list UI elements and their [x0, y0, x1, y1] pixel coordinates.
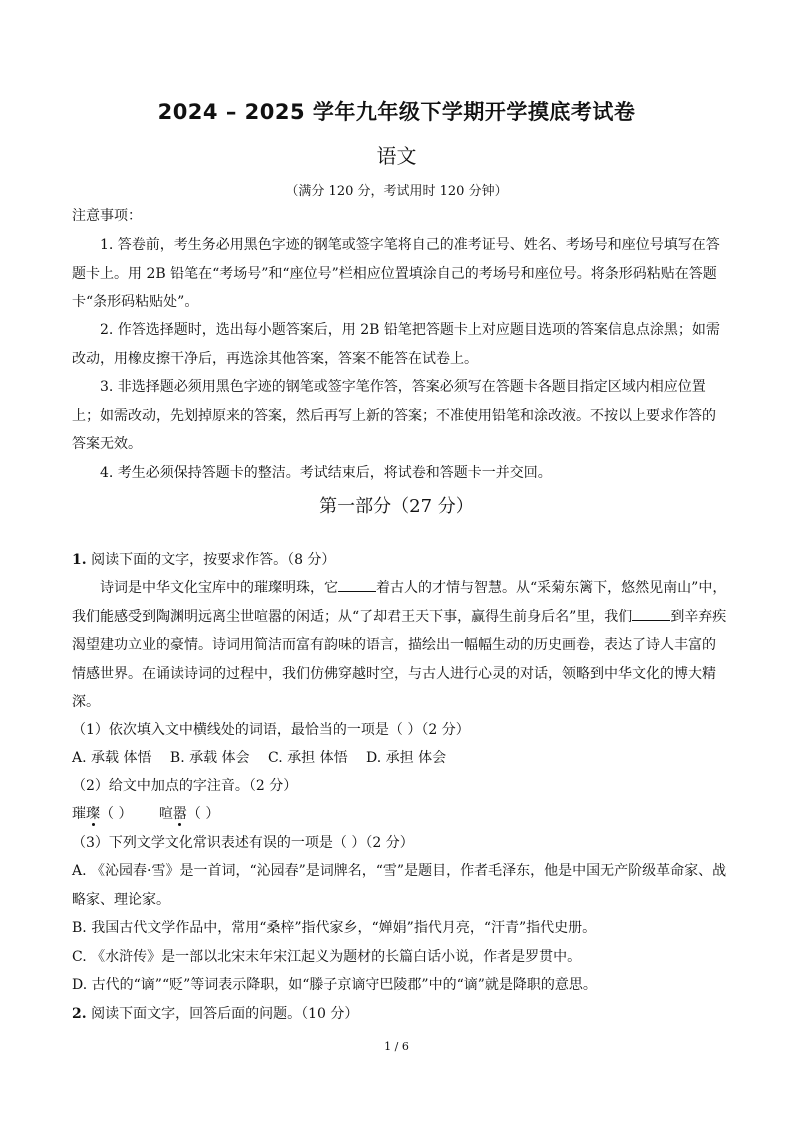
word-2-dotted-char: 嚣 [172, 806, 187, 822]
notice-item-1: 1. 答卷前，考生务必用黑色字迹的钢笔或签字笔将自己的准考证号、姓名、考场号和座位号填写在答题卡上。用 2B 铅笔在“考场号”和“座位号”栏相应位置填涂自己的考场号和座位号。将条形码粘贴在答题卡“条形码粘贴处”。 [72, 237, 720, 310]
question-2-prompt [72, 1000, 358, 1029]
notice-item-2: 2. 作答选择题时，选出每小题答案后，用 2B 铅笔把答题卡上对应题目选项的答案信息点涂黑；如需改动，用橡皮擦干净后，再选涂其他答案，答案不能答在试卷上。 [72, 322, 720, 367]
passage-part-b: 着古人的才情与智慧。从“采菊东篱下，悠然见南山”中，我们能感受到陶渊明远离尘世喧嚣的闲适；从“了却君王天下事，赢得生前身后名”里，我们 [72, 580, 727, 625]
question-1-number: 1. [72, 552, 87, 568]
pinyin-blank-1[interactable]: （ ） [100, 806, 133, 822]
subquestion-1-options [72, 744, 460, 773]
word-2 [159, 806, 187, 822]
word-1 [72, 806, 100, 822]
subquestion-3-option-c[interactable]: C. 《水浒传》是一部以北宋末年宋江起义为题材的长篇白话小说，作者是罗贯中。 [72, 949, 582, 965]
subquestion-1: （1）依次填入文中横线处的词语，最恰当的一项是（ ）（2 分） [72, 722, 470, 738]
option-d[interactable]: D. 承担 体会 [366, 750, 447, 766]
notice-item-4: 4. 考生必须保持答题卡的整洁。考试结束后，将试卷和答题卡一并交回。 [100, 465, 552, 481]
question-2-number: 2. [72, 1006, 87, 1022]
fill-blank-1[interactable] [338, 577, 376, 592]
notice-heading: 注意事项： [72, 208, 142, 224]
exam-title: 2024 – 2025 学年九年级下学期开学摸底考试卷 [157, 100, 636, 124]
word-1-char: 璀 [72, 806, 86, 822]
part-title: 第一部分（27 分） [319, 496, 474, 517]
question-2-text: 阅读下面文字，回答后面的问题。（10 分） [91, 1006, 359, 1022]
question-1-text: 阅读下面的文字，按要求作答。（8 分） [91, 552, 336, 568]
subquestion-3-option-a[interactable]: A. 《沁园春·雪》是一首词，“沁园春”是词牌名，“雪”是题目，作者毛泽东，他是中国无产阶级革命家、战略家、理论家。 [72, 863, 727, 908]
notice-item-3: 3. 非选择题必须用黑色字迹的钢笔或签字笔作答，答案必须写在答题卡各题目指定区域内相应位置上；如需改动，先划掉原来的答案，然后再写上新的答案；不准使用铅笔和涂改液。不按以上要求作答的答案无效。 [72, 379, 716, 452]
subquestion-3: （3）下列文学文化常识表述有误的一项是（ ）（2 分） [72, 835, 414, 851]
word-1-dotted-char: 璨 [86, 806, 100, 822]
pinyin-row [72, 800, 219, 829]
word-2-char: 喧 [158, 806, 173, 822]
question-1-prompt [72, 546, 335, 575]
subquestion-2: （2）给文中加点的字注音。（2 分） [72, 778, 298, 794]
score-info: （满分 120 分，考试用时 120 分钟） [285, 184, 508, 199]
option-b[interactable]: B. 承载 体会 [169, 750, 250, 766]
option-c[interactable]: C. 承担 体悟 [268, 750, 348, 766]
subquestion-3-option-d[interactable]: D. 古代的“谪”“贬”等词表示降职，如“滕子京谪守巴陵郡”中的“谪”就是降职的意思。 [72, 977, 597, 993]
subject-title: 语文 [376, 144, 417, 168]
page-number: 1 / 6 [384, 1040, 409, 1053]
option-a[interactable]: A. 承载 体悟 [72, 750, 152, 766]
pinyin-blank-2[interactable]: （ ） [186, 806, 220, 822]
question-1-passage [72, 574, 728, 717]
fill-blank-2[interactable] [632, 606, 670, 621]
subquestion-3-option-b[interactable]: B. 我国古代文学作品中，常用“桑梓”指代家乡，“婵娟”指代月亮，“汗青”指代史册。 [72, 920, 597, 936]
passage-part-c: 到辛弃疾渴望建功立业的豪情。诗词用简洁而富有韵味的语言，描绘出一幅幅生动的历史画卷，表达了诗人丰富的情感世界。在诵读诗词的过程中，我们仿佛穿越时空，与古人进行心灵的对话，领略到中华文化的博大精深。 [72, 608, 727, 710]
passage-part-a: 诗词是中华文化宝库中的璀璨明珠，它 [100, 580, 338, 596]
